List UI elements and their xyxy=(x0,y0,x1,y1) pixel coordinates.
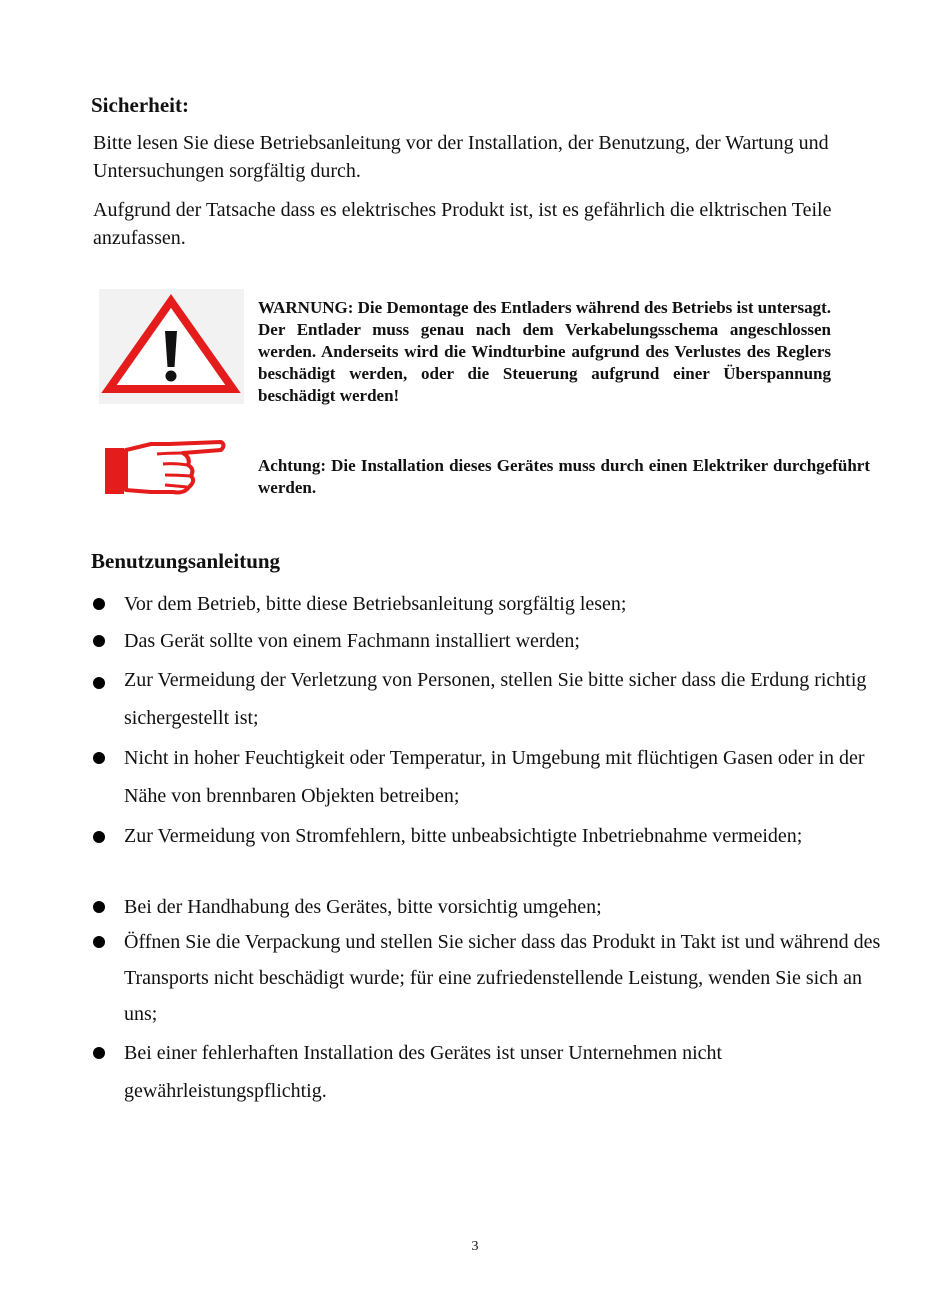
bullet-icon xyxy=(93,677,105,689)
list-item-text: Vor dem Betrieb, bitte diese Betriebsanleitung sorgfältig lesen; xyxy=(124,593,627,615)
bullet-icon xyxy=(93,831,105,843)
list-item-text: Nicht in hoher Feuchtigkeit oder Temperatur, in Umgebung mit flüchtigen Gasen oder in der Nähe von brennbaren Objekten betreiben; xyxy=(124,747,865,807)
list-item-text: Das Gerät sollte von einem Fachmann installiert werden; xyxy=(124,630,580,652)
pointing-hand-icon xyxy=(99,432,227,502)
safety-paragraph-1: Bitte lesen Sie diese Betriebsanleitung vor der Installation, der Benutzung, der Wartung und Untersuchungen sorgfältig durch. xyxy=(93,132,829,182)
bullet-icon xyxy=(93,901,105,913)
bullet-icon xyxy=(93,635,105,647)
usage-heading: Benutzungsanleitung xyxy=(91,549,281,573)
list-item-text: Öffnen Sie die Verpackung und stellen Sie sicher dass das Produkt in Takt ist und während des Transports nicht beschädigt wurde; für eine zufriedenstellende Leistung, wenden Sie sich an uns; xyxy=(124,931,881,1025)
list-item-text: Zur Vermeidung der Verletzung von Personen, stellen Sie bitte sicher dass die Erdung richtig sichergestellt ist; xyxy=(124,669,867,729)
bullet-icon xyxy=(93,936,105,948)
warning-notice: WARNUNG: Die Demontage des Entladers während des Betriebs ist untersagt. Der Entlader muss genau nach dem Verkabelungsschema angeschlossen werden. Anderseits wird die Windturbine aufgrund des Verlustes des Reglers beschädigt werden, oder die Steuerung aufgrund einer Überspannung beschädigt werden! xyxy=(258,298,831,405)
page-number: 3 xyxy=(471,1239,479,1254)
list-item-text: Bei einer fehlerhaften Installation des Gerätes ist unser Unternehmen nicht gewährleistungspflichtig. xyxy=(124,1042,723,1102)
warning-triangle-icon xyxy=(99,289,244,404)
bullet-icon xyxy=(93,598,105,610)
bullet-icon xyxy=(93,752,105,764)
list-item-text: Zur Vermeidung von Stromfehlern, bitte unbeabsichtigte Inbetriebnahme vermeiden; xyxy=(124,825,803,847)
bullet-icon xyxy=(93,1047,105,1059)
safety-paragraph-2: Aufgrund der Tatsache dass es elektrisches Produkt ist, ist es gefährlich die elktrischen Teile anzufassen. xyxy=(93,199,832,249)
list-item-text: Bei der Handhabung des Gerätes, bitte vorsichtig umgehen; xyxy=(124,896,602,918)
safety-heading: Sicherheit: xyxy=(91,93,189,117)
attention-notice: Achtung: Die Installation dieses Gerätes muss durch einen Elektriker durchgeführt werden. xyxy=(258,456,870,497)
